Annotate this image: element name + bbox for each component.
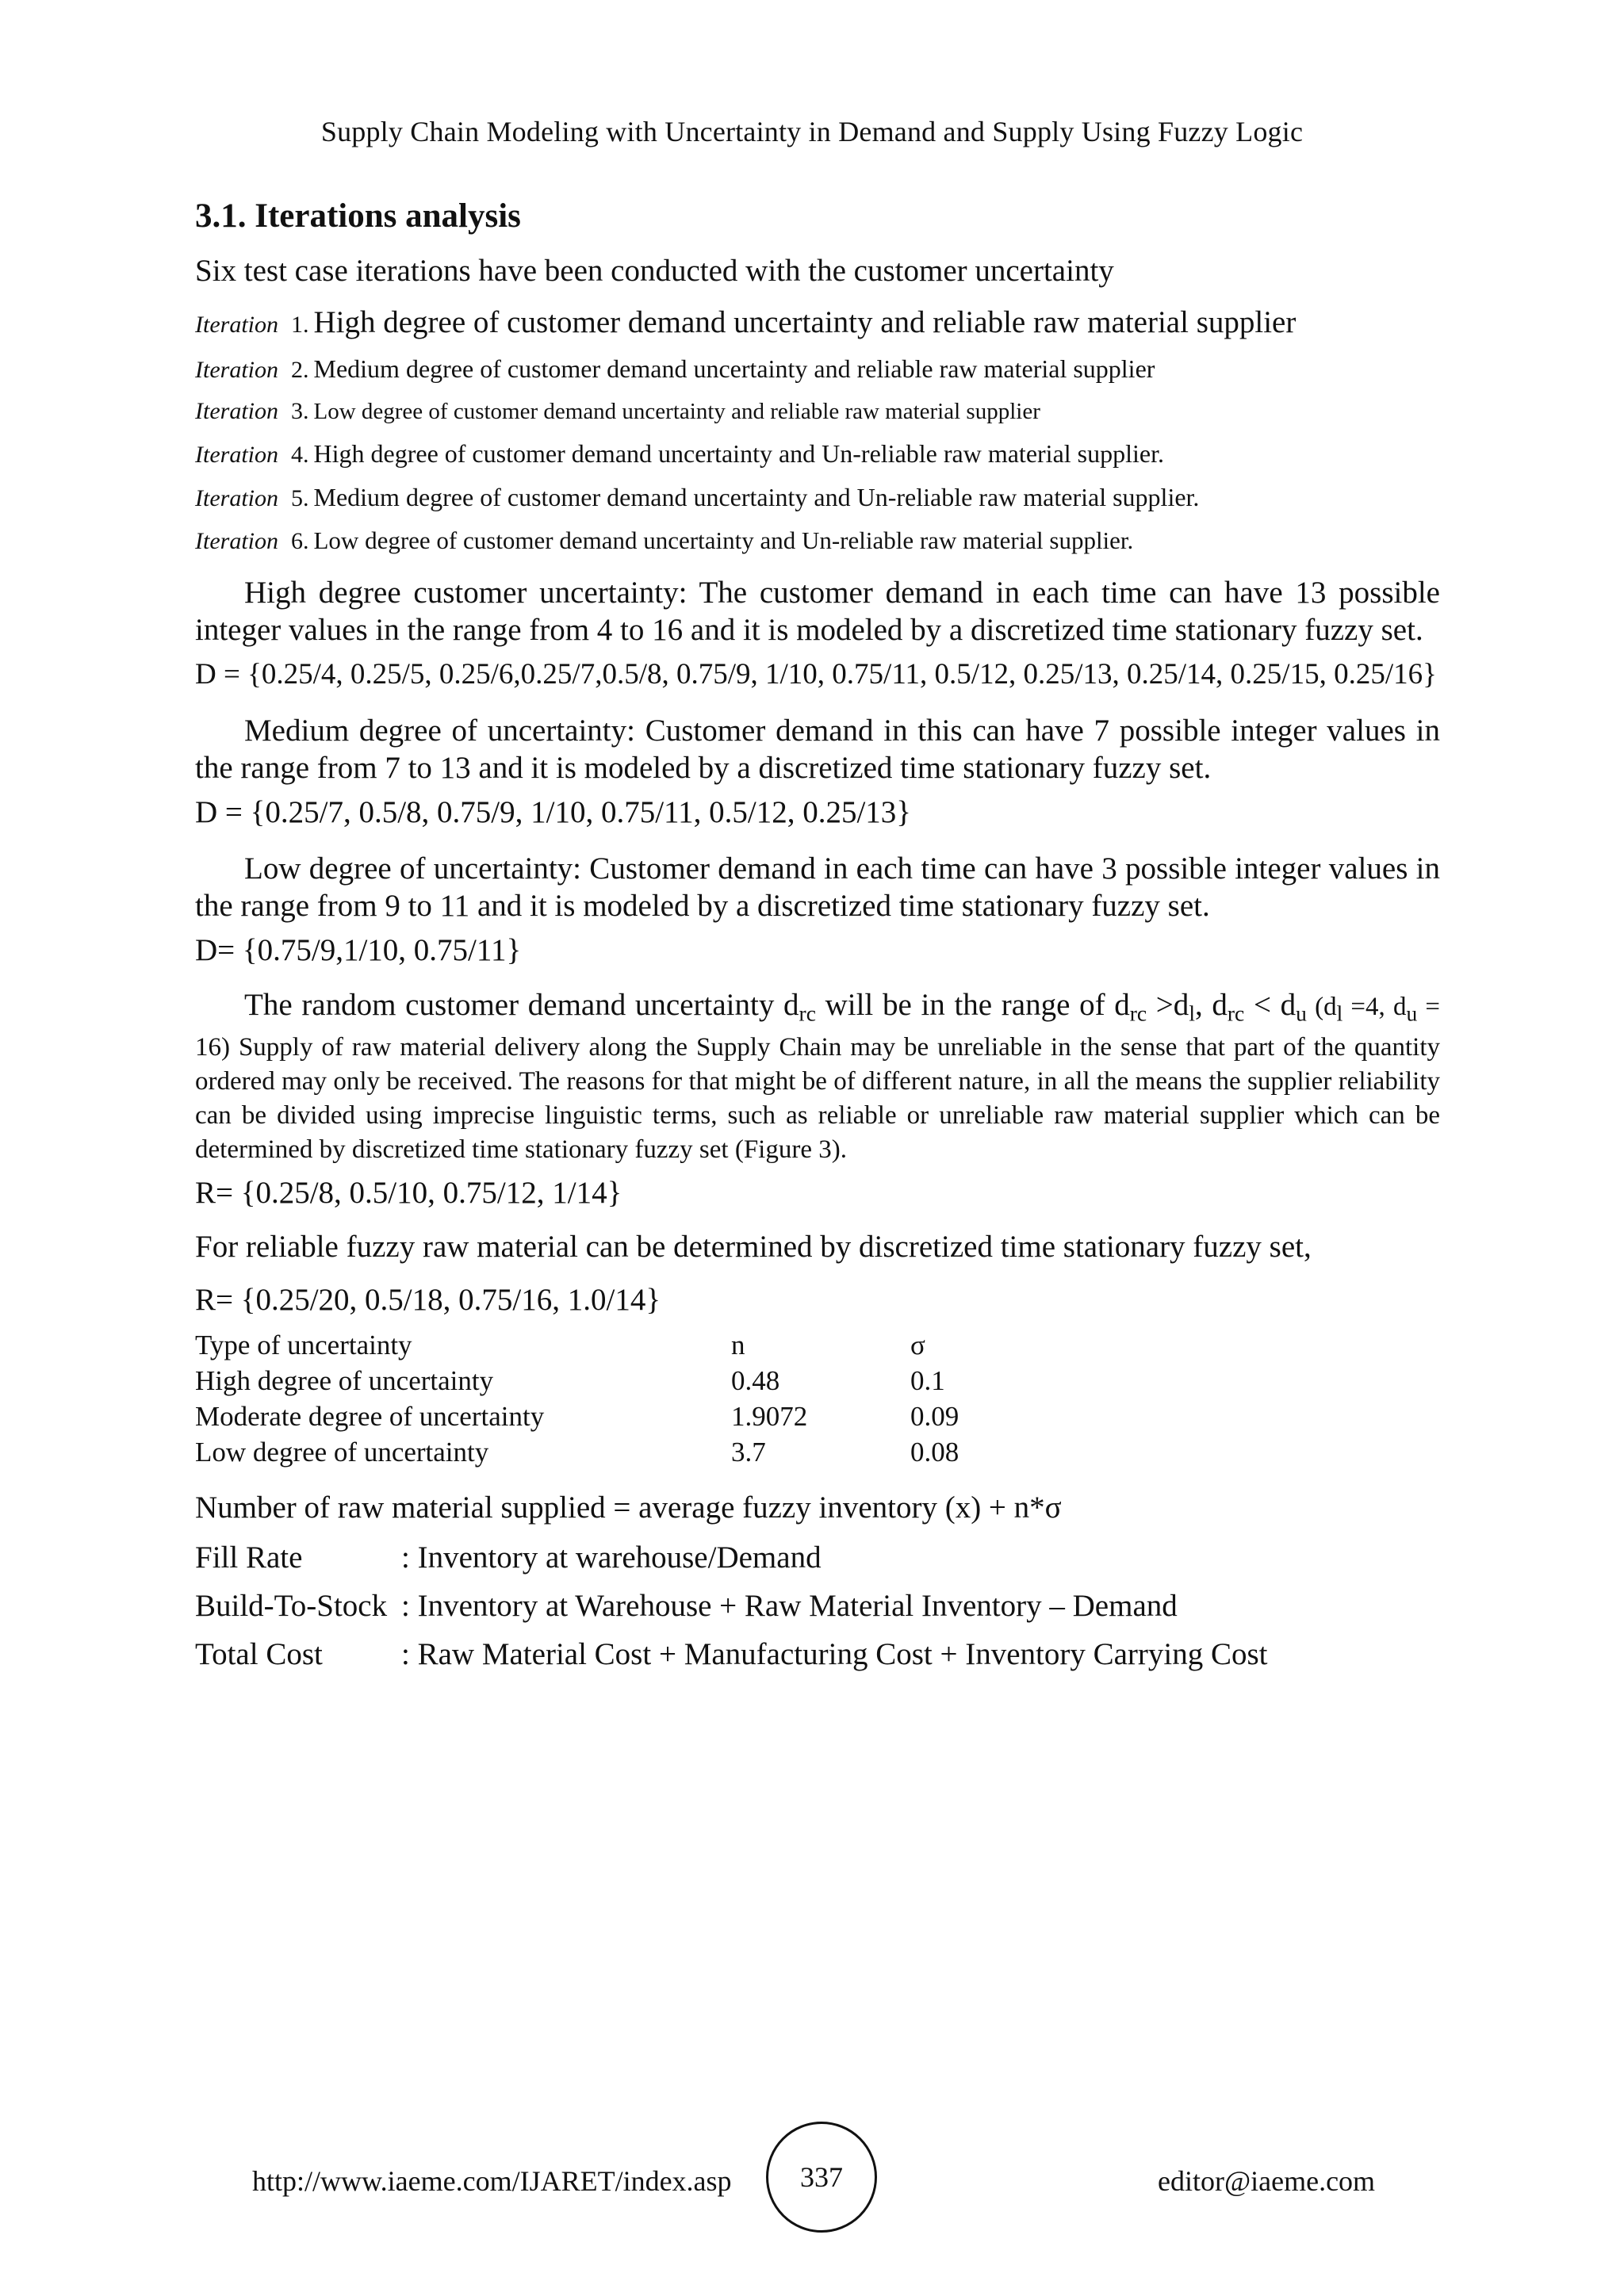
definition-term: Fill Rate (195, 1540, 303, 1575)
iteration-text: Medium degree of customer demand uncertainty and reliable raw material supplier (313, 354, 1155, 383)
table-cell: Low degree of uncertainty (195, 1437, 489, 1468)
iteration-text: Low degree of customer demand uncertainty and Un-reliable raw material supplier. (313, 526, 1134, 554)
table-cell: 0.08 (910, 1437, 959, 1468)
table-cell: 0.09 (910, 1401, 959, 1433)
page-number-circle (766, 2122, 877, 2233)
random-demand-paragraph (195, 988, 1440, 1167)
iteration-prefix: Iteration (195, 528, 278, 554)
table-row (195, 1364, 1069, 1399)
reliable-material-line: For reliable fuzzy raw material can be determined by discretized time stationary fuzzy set, (195, 1229, 1312, 1264)
subscript-l: l (1189, 1001, 1195, 1026)
iteration-prefix: Iteration (195, 357, 278, 383)
reliable-supply-set: R= {0.25/20, 0.5/18, 0.75/16, 1.0/14} (195, 1282, 661, 1317)
footer-url-link[interactable]: http://www.iaeme.com/IJARET/index.asp (252, 2165, 732, 2197)
table-header: σ (910, 1330, 925, 1361)
table-cell: 3.7 (731, 1437, 766, 1468)
definition-total-cost (195, 1636, 1440, 1672)
table-cell: High degree of uncertainty (195, 1365, 494, 1397)
high-demand-set: D = {0.25/4, 0.25/5, 0.25/6,0.25/7,0.5/8, 0.75/9, 1/10, 0.75/11, 0.5/12, 0.25/13, 0.25/14, 0.25/15, 0.25/16} (195, 658, 1437, 691)
main-content (195, 197, 1440, 1685)
medium-uncertainty-paragraph: Medium degree of uncertainty: Customer demand in this can have 7 possible integer values in the range from 7 to 13 and it is modeled by a discretized time stationary fuzzy set. (195, 714, 1440, 785)
iteration-4 (195, 439, 1440, 469)
subscript-l: l (1336, 1001, 1343, 1026)
random-rest: = 16) Supply of raw material delivery along the Supply Chain may be unreliable in the sense that part of the quantity ordered may only be received. The reasons for that might be of different nature, in all the means the supplier reliability can be divided using imprecise linguistic terms, such as reliable or unreliable raw material supplier which can be determined by discretized time stationary fuzzy set (Figure 3). (195, 993, 1440, 1164)
random-text-2: will be in the range of d (815, 988, 1130, 1022)
random-lt: < d (1244, 988, 1297, 1022)
subscript-u: u (1406, 1001, 1418, 1026)
definition-term: Total Cost (195, 1636, 323, 1671)
iteration-number: 5. (291, 485, 309, 511)
random-open: (d (1306, 993, 1337, 1021)
iteration-3 (195, 398, 1440, 425)
running-header: Supply Chain Modeling with Uncertainty in Demand and Supply Using Fuzzy Logic (320, 116, 1304, 147)
table-cell: Moderate degree of uncertainty (195, 1401, 545, 1433)
definition-text: : Inventory at warehouse/Demand (401, 1540, 822, 1575)
iteration-number: 1. (291, 312, 309, 338)
iteration-prefix: Iteration (195, 398, 278, 424)
table-row (195, 1435, 1069, 1471)
page-number: 337 (800, 2161, 843, 2193)
random-comma: , (1194, 988, 1212, 1022)
random-text-3: >d (1147, 988, 1189, 1022)
definition-build-to-stock (195, 1588, 1440, 1624)
medium-demand-set: D = {0.25/7, 0.5/8, 0.75/9, 1/10, 0.75/11, 0.5/12, 0.25/13} (195, 795, 911, 829)
iteration-6 (195, 526, 1440, 555)
table-header: Type of uncertainty (195, 1330, 412, 1361)
subscript-rc: rc (1129, 1001, 1147, 1026)
high-uncertainty-paragraph: High degree customer uncertainty: The customer demand in each time can have 13 possible integer values in the range from 4 to 16 and it is modeled by a discretized time stationary fuzzy set. (195, 576, 1440, 647)
random-text-1: The random customer demand uncertainty d (244, 988, 799, 1022)
iteration-number: 6. (291, 528, 309, 554)
iteration-prefix: Iteration (195, 312, 278, 338)
iteration-number: 2. (291, 357, 309, 383)
definition-text: : Raw Material Cost + Manufacturing Cost + Inventory Carrying Cost (401, 1636, 1268, 1671)
definition-term: Build-To-Stock (195, 1588, 388, 1623)
table-header: n (731, 1330, 745, 1361)
table-cell: 0.48 (731, 1365, 780, 1397)
iteration-text: Medium degree of customer demand uncertainty and Un-reliable raw material supplier. (313, 483, 1200, 511)
definition-text: : Inventory at Warehouse + Raw Material Inventory – Demand (401, 1588, 1178, 1623)
subscript-rc: rc (1227, 1001, 1245, 1026)
low-demand-set: D= {0.75/9,1/10, 0.75/11} (195, 933, 522, 967)
table-cell: 0.1 (910, 1365, 945, 1397)
section-heading: 3.1. Iterations analysis (195, 197, 521, 235)
iteration-text: High degree of customer demand uncertainty and Un-reliable raw material supplier. (313, 439, 1164, 468)
iteration-prefix: Iteration (195, 485, 278, 511)
subscript-u: u (1296, 1001, 1307, 1026)
subscript-rc: rc (799, 1001, 816, 1026)
supply-formula: Number of raw material supplied = average fuzzy inventory (x) + n*σ (195, 1490, 1062, 1525)
table-row (195, 1399, 1069, 1435)
iteration-text: High degree of customer demand uncertainty and reliable raw material supplier (313, 305, 1297, 339)
uncertainty-table (195, 1328, 1069, 1471)
table-header-row (195, 1328, 1069, 1364)
section-intro: Six test case iterations have been conducted with the customer uncertainty (195, 254, 1114, 288)
random-d: d (1212, 988, 1228, 1022)
unreliable-supply-set: R= {0.25/8, 0.5/10, 0.75/12, 1/14} (195, 1175, 622, 1210)
random-eq4: =4, d (1342, 993, 1407, 1021)
iteration-1 (195, 304, 1440, 340)
footer-email-link[interactable]: editor@iaeme.com (1158, 2165, 1376, 2197)
definition-fill-rate (195, 1540, 1440, 1575)
table-cell: 1.9072 (731, 1401, 808, 1433)
iteration-text: Low degree of customer demand uncertainty and reliable raw material supplier (313, 399, 1040, 424)
iteration-prefix: Iteration (195, 442, 278, 468)
iteration-number: 4. (291, 442, 309, 468)
iteration-5 (195, 483, 1440, 512)
iteration-2 (195, 354, 1440, 384)
low-uncertainty-paragraph: Low degree of uncertainty: Customer demand in each time can have 3 possible integer values in the range from 9 to 11 and it is modeled by a discretized time stationary fuzzy set. (195, 851, 1440, 923)
iteration-number: 3. (291, 398, 309, 424)
